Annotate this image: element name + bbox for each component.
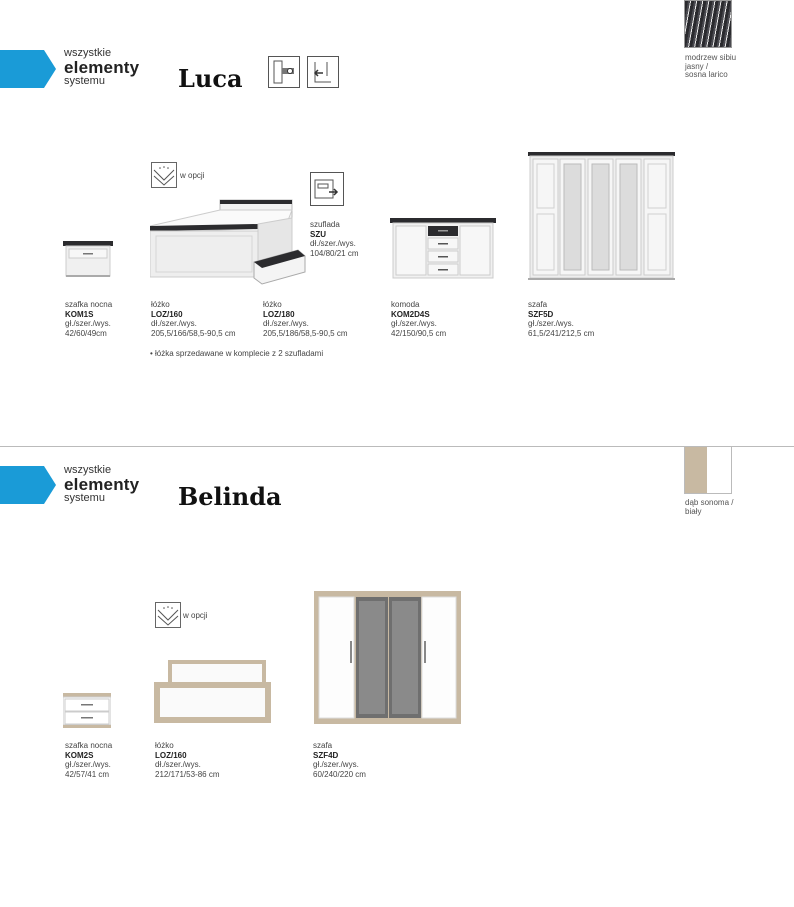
mattress-option-icon	[151, 162, 177, 188]
series-title: Belinda	[178, 482, 282, 511]
wardrobe-belinda-image	[314, 591, 461, 724]
series-title: Luca	[178, 64, 243, 93]
nightstand-luca-image	[63, 240, 113, 278]
system-header: wszystkie elementy systemu	[64, 47, 140, 87]
product-caption: komoda KOM2D4S gł./szer./wys. 42/150/90,5 cm	[391, 300, 447, 338]
product-caption: łóżko LOZ/160 dł./szer./wys. 205,5/166/58,5-90,5 cm	[151, 300, 236, 338]
blue-tab-marker	[0, 466, 56, 504]
bed-luca-image	[150, 198, 310, 286]
option-label: w opcji	[180, 171, 205, 180]
blue-tab-marker	[0, 50, 56, 88]
product-caption: szafka nocna KOM2S gł./szer./wys. 42/57/41 cm	[65, 741, 113, 779]
mattress-option-icon	[155, 602, 181, 628]
swatch-label: modrzew sibiu jasny / sosna larico	[685, 53, 737, 79]
wood-swatch	[684, 0, 732, 48]
hinge-icon	[268, 56, 300, 88]
swatch-label: dąb sonoma / biały	[685, 498, 734, 516]
system-header: wszystkie elementy systemu	[64, 464, 140, 504]
wood-swatch	[684, 447, 732, 494]
footnote: • łóżka sprzedawane w komplecie z 2 szufladami	[150, 349, 324, 358]
nightstand-belinda-image	[63, 693, 111, 729]
product-caption: szafa SZF5D gł./szer./wys. 61,5/241/212,5 cm	[528, 300, 595, 338]
product-caption: szafa SZF4D gł./szer./wys. 60/240/220 cm	[313, 741, 366, 779]
drawer-icon	[310, 172, 344, 206]
bed-belinda-image	[154, 660, 271, 723]
wardrobe-luca-image	[528, 152, 675, 280]
option-label: w opcji	[183, 611, 208, 620]
drawer-caption: szuflada SZU dł./szer./wys. 104/80/21 cm	[310, 220, 359, 258]
section-divider	[0, 446, 794, 447]
dresser-luca-image	[390, 218, 496, 280]
drawer-slide-icon	[307, 56, 339, 88]
product-caption: szafka nocna KOM1S gł./szer./wys. 42/60/49cm	[65, 300, 113, 338]
product-caption: łóżko LOZ/180 dł./szer./wys. 205,5/186/58,5-90,5 cm	[263, 300, 348, 338]
product-caption: łóżko LOZ/160 dł./szer./wys. 212/171/53-86 cm	[155, 741, 220, 779]
